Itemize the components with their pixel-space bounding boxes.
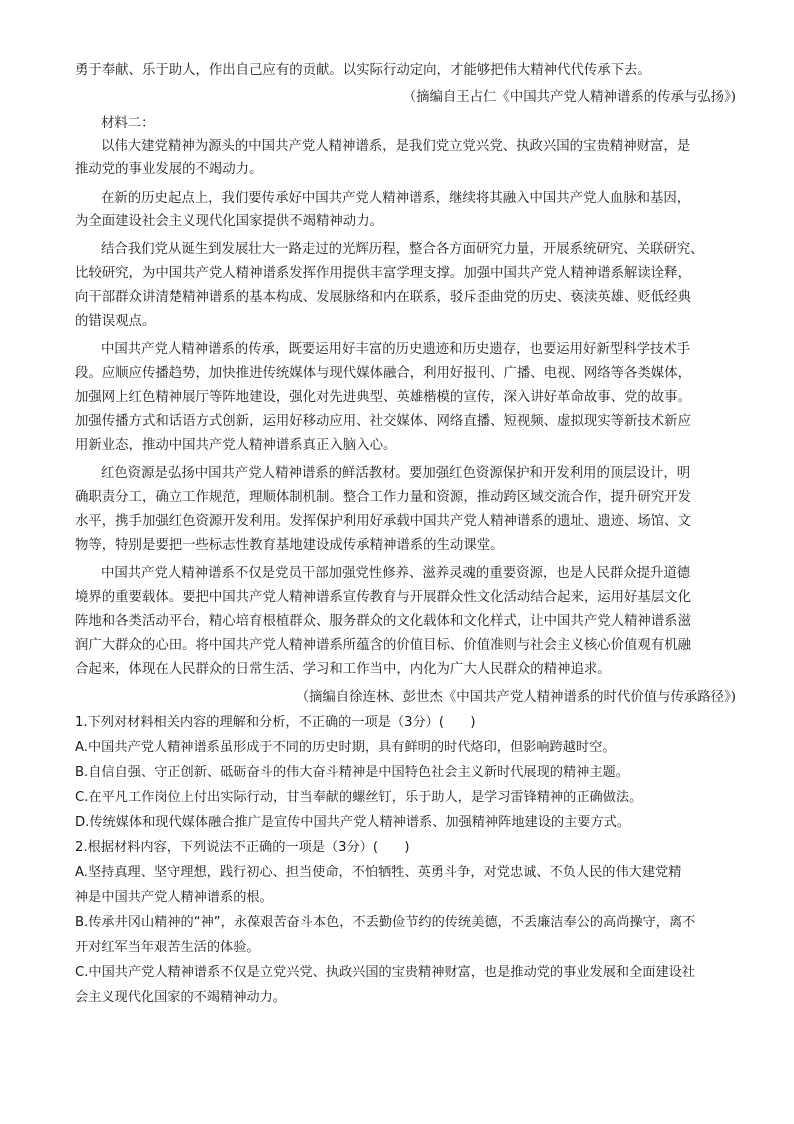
question-2-option-b: B.传承井冈山精神的“神”，永葆艰苦奋斗本色，不丢勤俭节约的传统美德，不丢廉洁奉公的高尚操守，离不 [75, 915, 696, 930]
paragraph-line: 的错误观点。 [75, 314, 156, 329]
question-2-option-b-cont: 开对红军当年艰苦生活的体验。 [75, 940, 260, 955]
paragraph-line: 合起来，体现在人民群众的日常生活、学习和工作当中，内化为广大人民群众的精神追求。 [75, 662, 611, 677]
question-2-option-c: C.中国共产党人精神谱系不仅是立党兴党、执政兴国的宝贵精神财富，也是推动党的事业发展和全面建设社 [75, 965, 696, 980]
paragraph-line: 境界的重要载体。要把中国共产党人精神谱系宣传教育与开展群众性文化活动结合起来，运用好基层文化 [75, 590, 691, 605]
paragraph-line: 加强网上红色精神展厅等阵地建设，强化对先进典型、英雄楷模的宣传，深入讲好革命故事、党的故事。 [75, 390, 691, 405]
paragraph-line: 以伟大建党精神为源头的中国共产党人精神谱系，是我们党立党兴党、执政兴国的宝贵精神财富，是 [101, 139, 691, 154]
paragraph-line: 段。应顺应传播趋势，加快推进传统媒体与现代媒体融合，利用好报刊、广播、电视、网络等各类媒体， [75, 366, 691, 381]
question-2-option-c-cont: 会主义现代化国家的不竭精神动力。 [75, 990, 286, 1005]
paragraph-line: 物等，特别是要把一些标志性教育基地建设成传承精神谱系的生动课堂。 [75, 538, 504, 553]
question-1-option-a: A.中国共产党人精神谱系虽形成于不同的历史时期，具有鲜明的时代烙印，但影响跨越时空。 [75, 740, 616, 755]
section-heading: 材料二： [101, 116, 155, 131]
question-2-option-a: A.坚持真理、坚守理想，践行初心、担当使命，不怕牺牲、英勇斗争，对党忠诚、不负人民的伟大建党精 [75, 865, 682, 880]
source-citation: （摘编自王占仁《中国共产党人精神谱系的传承与弘扬》) [402, 90, 736, 105]
paragraph-line: 确职责分工，确立工作规范，理顺体制机制。整合工作力量和资源，推动跨区域交流合作，提升研究开发 [75, 490, 691, 505]
paragraph-line: 中国共产党人精神谱系不仅是党员干部加强党性修养、滋养灵魂的重要资源，也是人民群众提升道德 [101, 566, 691, 581]
question-1-option-c: C.在平凡工作岗位上付出实际行动，甘当奉献的螺丝钉，乐于助人，是学习雷锋精神的正确做法。 [75, 790, 643, 805]
paragraph-line: 向干部群众讲清楚精神谱系的基本构成、发展脉络和内在联系，驳斥歪曲党的历史、亵渎英雄、贬低经典 [75, 290, 691, 305]
source-citation: （摘编自徐连林、彭世杰《中国共产党人精神谱系的时代价值与传承路径》) [295, 690, 736, 705]
question-2-option-a-cont: 神是中国共产党人精神谱系的根。 [75, 890, 273, 905]
paragraph-line: 在新的历史起点上，我们要传承好中国共产党人精神谱系，继续将其融入中国共产党人血脉和基因， [101, 191, 691, 206]
question-1-option-b: B.自信自强、守正创新、砥砺奋斗的伟大奋斗精神是中国特色社会主义新时代展现的精神主题。 [75, 765, 629, 780]
paragraph-line: 中国共产党人精神谱系的传承，既要运用好丰富的历史遗迹和历史遗存，也要运用好新型科学技术手 [101, 342, 691, 357]
paragraph-line: 红色资源是弘扬中国共产党人精神谱系的鲜活教材。要加强红色资源保护和开发利用的顶层设计，明 [101, 466, 691, 481]
paragraph-line: 用新业态，推动中国共产党人精神谱系真正入脑入心。 [75, 438, 397, 453]
question-2-stem: 2.根据材料内容，下列说法不正确的一项是（3分）( ) [75, 840, 410, 855]
paragraph-line: 结合我们党从诞生到发展壮大一路走过的光辉历程，整合各方面研究力量，开展系统研究、关联研究、 [101, 242, 704, 257]
paragraph-line: 勇于奉献、乐于助人，作出自己应有的贡献。以实际行动定向，才能够把伟大精神代代传承下去。 [75, 63, 651, 78]
paragraph-line: 加强传播方式和话语方式创新，运用好移动应用、社交媒体、网络直播、短视频、虚拟现实等新技术新应 [75, 414, 691, 429]
paragraph-line: 为全面建设社会主义现代化国家提供不竭精神动力。 [75, 214, 383, 229]
question-1-stem: 1.下列对材料相关内容的理解和分析，不正确的一项是（3分）( ) [75, 715, 476, 730]
paragraph-line: 阵地和各类活动平台，精心培育根植群众、服务群众的文化载体和文化样式，让中国共产党人精神谱系滋 [75, 614, 691, 629]
paragraph-line: 推动党的事业发展的不竭动力。 [75, 162, 263, 177]
question-1-option-d: D.传统媒体和现代媒体融合推广是宣传中国共产党人精神谱系、加强精神阵地建设的主要方式。 [75, 815, 631, 830]
paragraph-line: 比较研究，为中国共产党人精神谱系发挥作用提供丰富学理支撑。加强中国共产党人精神谱系解读诠释， [75, 266, 691, 281]
paragraph-line: 润广大群众的心田。将中国共产党人精神谱系所蕴含的价值目标、价值准则与社会主义核心价值观有机融 [75, 638, 691, 653]
paragraph-line: 水平，携手加强红色资源开发利用。发挥保护利用好承载中国共产党人精神谱系的遗址、遗迹、场馆、文 [75, 514, 691, 529]
